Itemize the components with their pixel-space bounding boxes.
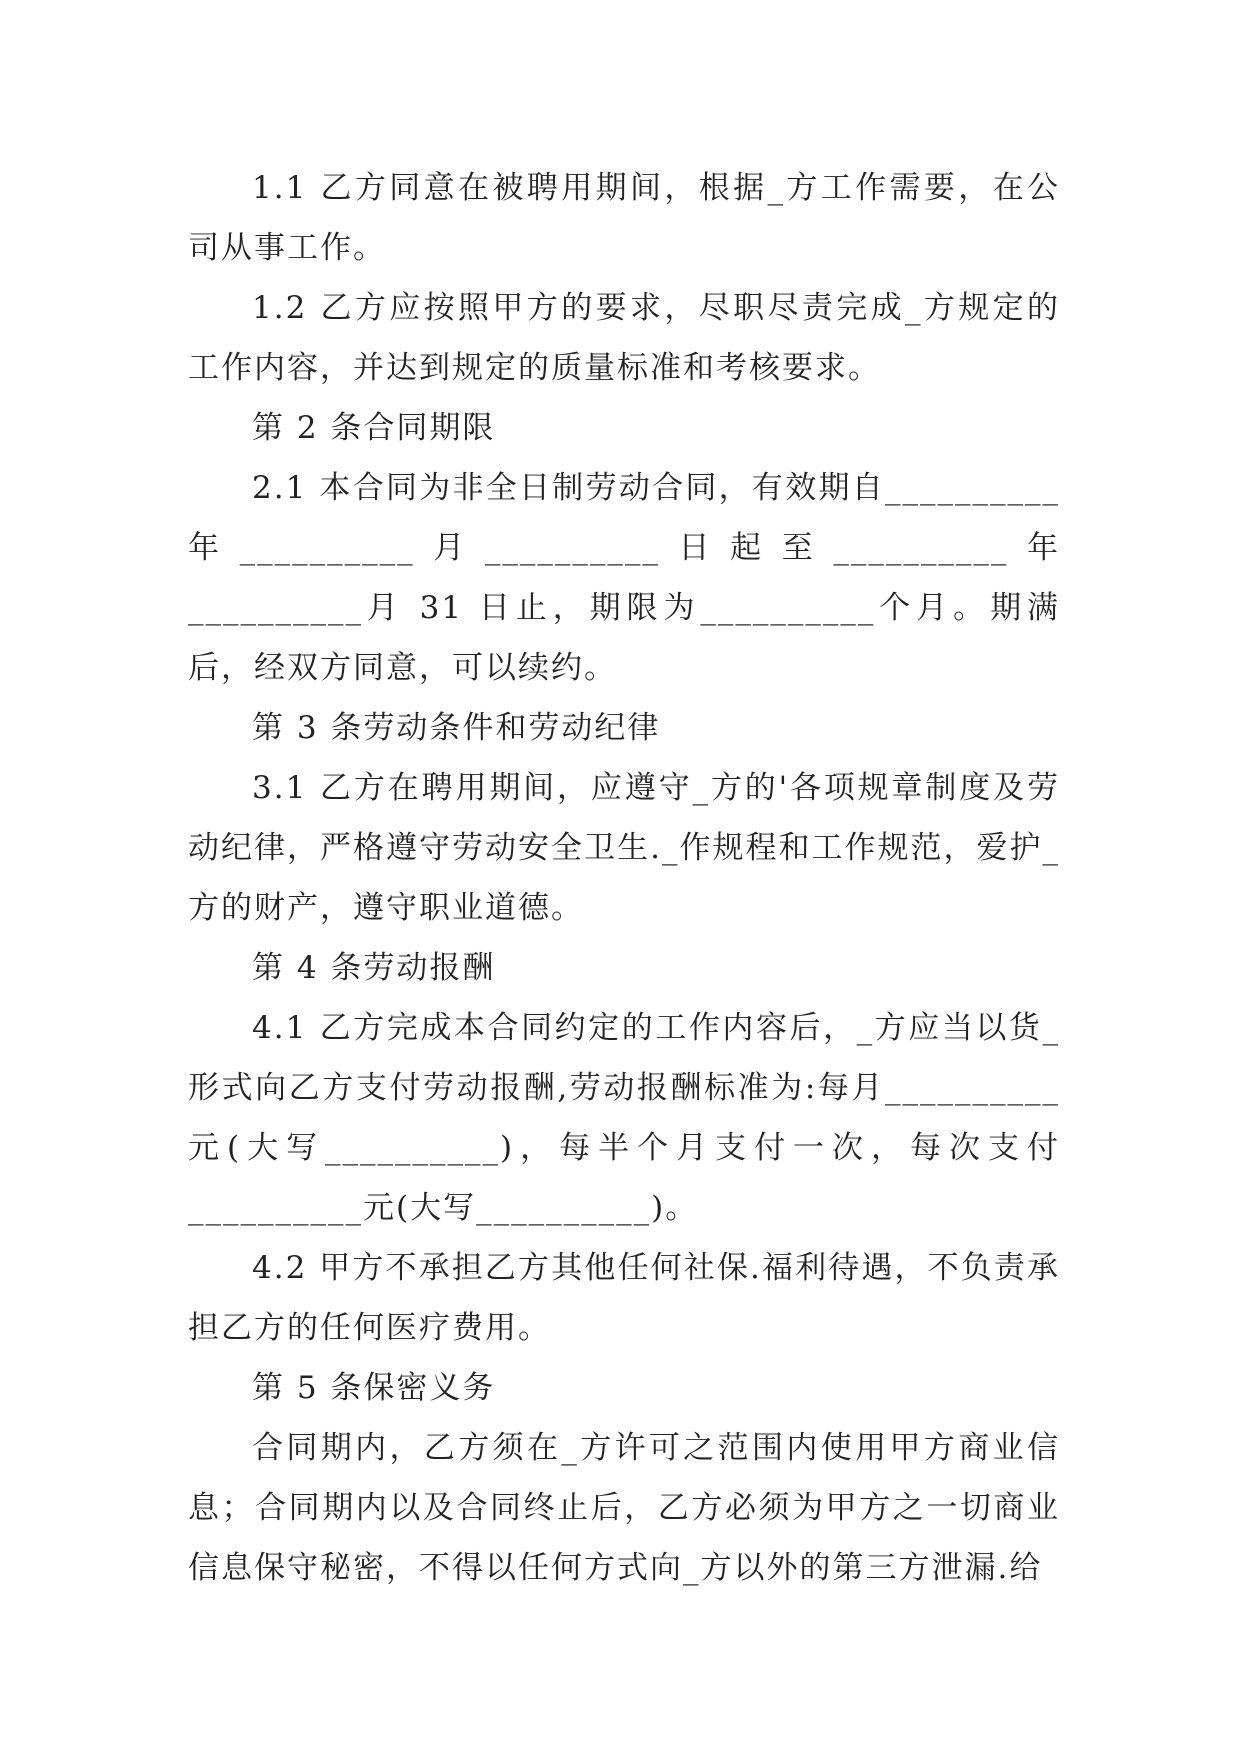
clause-1-2: 1.2 乙方应按照甲方的要求，尽职尽责完成_方规定的工作内容，并达到规定的质量标准和考核要求。 <box>188 290 1060 386</box>
clause-3-1: 3.1 乙方在聘用期间，应遵守_方的'各项规章制度及劳动纪律，严格遵守劳动安全卫生._作规程和工作规范，爱护_方的财产，遵守职业道德。 <box>188 770 1060 926</box>
contract-body <box>188 158 1060 1598</box>
clause-2-1: 2.1 本合同为非全日制劳动合同，有效期自__________年__________月__________日起至__________年__________月 31 日止，期限为__________个月。期满后，经双方同意，可以续约。 <box>188 470 1060 686</box>
clause-1-1: 1.1 乙方同意在被聘用期间，根据_方工作需要，在公司从事工作。 <box>188 170 1060 266</box>
confidentiality-clause: 合同期内，乙方须在_方许可之范围内使用甲方商业信息；合同期内以及合同终止后，乙方必须为甲方之一切商业信息保守秘密，不得以任何方式向_方以外的第三方泄漏.给 <box>188 1430 1060 1586</box>
article-2-heading: 第 2 条合同期限 <box>252 410 496 446</box>
article-3-heading: 第 3 条劳动条件和劳动纪律 <box>252 710 661 746</box>
article-4-heading: 第 4 条劳动报酬 <box>252 950 496 986</box>
clause-4-2: 4.2 甲方不承担乙方其他任何社保.福利待遇，不负责承担乙方的任何医疗费用。 <box>188 1250 1060 1346</box>
article-5-heading: 第 5 条保密义务 <box>252 1370 496 1406</box>
clause-4-1: 4.1 乙方完成本合同约定的工作内容后，_方应当以货_形式向乙方支付劳动报酬,劳动报酬标准为:每月__________元(大写__________)，每半个月支付一次，每次支付__________元(大写__________)。 <box>188 1010 1060 1226</box>
